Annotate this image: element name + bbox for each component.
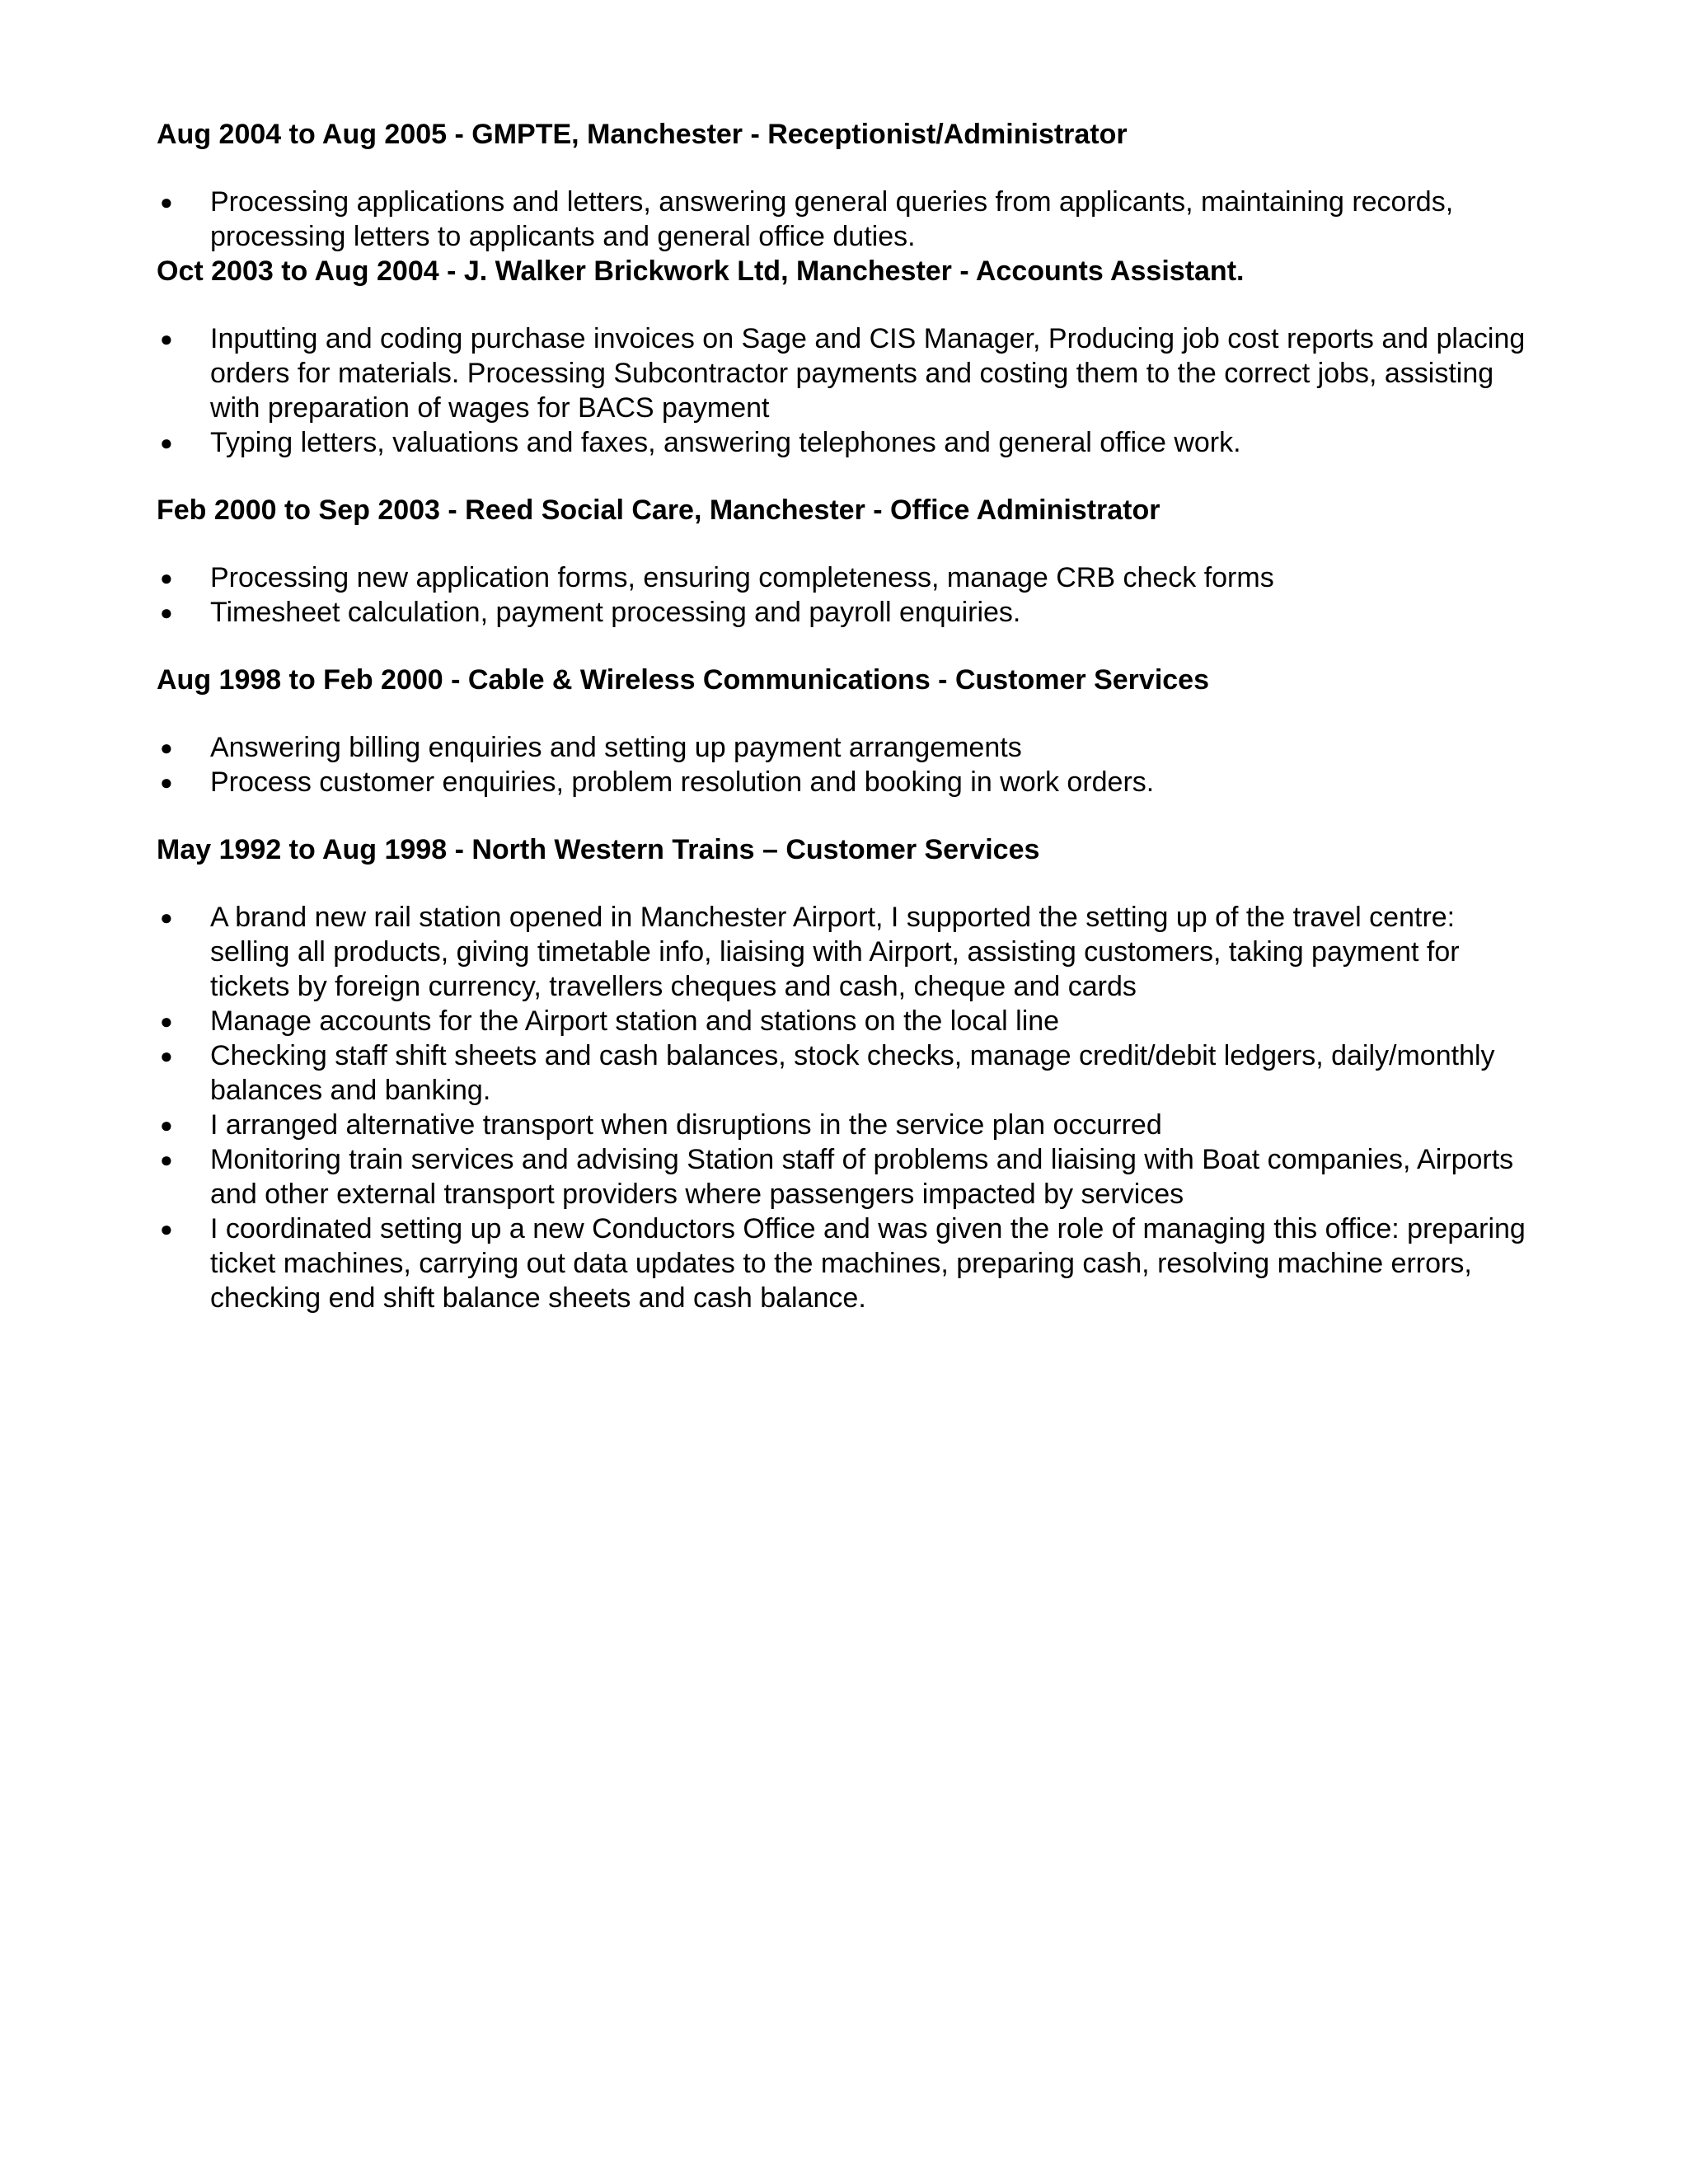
job-entry-reed-social-care	[157, 493, 1541, 630]
list-item	[157, 765, 1541, 799]
bullet-icon: ●	[160, 190, 173, 214]
duty-text: I arranged alternative transport when disruptions in the service plan occurred	[210, 1109, 1162, 1141]
bullet-icon: ●	[160, 1043, 173, 1068]
bullet-icon: ●	[160, 905, 173, 930]
duty-text: I coordinated setting up a new Conductors Office and was given the role of managing this office: preparing ticket machines, carrying out data updates to the machines, preparing cash, resolving machine errors, checking end shift balance sheets and cash balance.	[210, 1213, 1526, 1314]
list-item	[157, 1038, 1541, 1108]
list-item	[157, 425, 1541, 460]
job-duties-list	[157, 900, 1541, 1315]
job-heading: Oct 2003 to Aug 2004 - J. Walker Brickwork Ltd, Manchester - Accounts Assistant.	[157, 255, 1245, 287]
bullet-icon: ●	[160, 735, 173, 760]
list-item	[157, 321, 1541, 425]
list-item	[157, 185, 1541, 254]
duty-text: Checking staff shift sheets and cash balances, stock checks, manage credit/debit ledgers, daily/monthly balances and banking.	[210, 1040, 1495, 1106]
bullet-icon: ●	[160, 1216, 173, 1241]
duty-text: Manage accounts for the Airport station and stations on the local line	[210, 1005, 1060, 1037]
bullet-icon: ●	[160, 430, 173, 455]
list-item	[157, 1108, 1541, 1142]
job-duties-list	[157, 185, 1541, 254]
list-item	[157, 560, 1541, 595]
list-item	[157, 595, 1541, 630]
job-duties-list	[157, 730, 1541, 799]
job-entry-walker-brickwork	[157, 254, 1541, 460]
bullet-icon: ●	[160, 1009, 173, 1033]
job-entry-gmpte	[157, 117, 1541, 254]
duty-text: Answering billing enquiries and setting up payment arrangements	[210, 732, 1022, 763]
bullet-icon: ●	[160, 1113, 173, 1137]
list-item	[157, 1142, 1541, 1212]
list-item	[157, 1004, 1541, 1038]
list-item	[157, 900, 1541, 1004]
job-entry-north-western-trains	[157, 832, 1541, 1315]
bullet-icon: ●	[160, 1147, 173, 1172]
job-heading: Aug 2004 to Aug 2005 - GMPTE, Manchester - Receptionist/Administrator	[157, 119, 1128, 150]
duty-text: Processing new application forms, ensuring completeness, manage CRB check forms	[210, 562, 1274, 593]
bullet-icon: ●	[160, 770, 173, 794]
duty-text: Typing letters, valuations and faxes, answering telephones and general office work.	[210, 427, 1241, 458]
bullet-icon: ●	[160, 600, 173, 625]
bullet-icon: ●	[160, 326, 173, 351]
list-item	[157, 1212, 1541, 1315]
duty-text: Process customer enquiries, problem resolution and booking in work orders.	[210, 766, 1155, 798]
duty-text: Inputting and coding purchase invoices on Sage and CIS Manager, Producing job cost reports and placing orders for materials. Processing Subcontractor payments and costing them to the correct jobs, assisting with preparation of wages for BACS payment	[210, 323, 1526, 424]
job-duties-list	[157, 321, 1541, 460]
list-item	[157, 730, 1541, 765]
duty-text: Processing applications and letters, answering general queries from applicants, maintaining records, processing letters to applicants and general office duties.	[210, 186, 1454, 252]
duty-text: A brand new rail station opened in Manchester Airport, I supported the setting up of the travel centre: selling all products, giving timetable info, liaising with Airport, assisting customers, taking payment for tickets by foreign currency, travellers cheques and cash, cheque and cards	[210, 902, 1460, 1002]
job-duties-list	[157, 560, 1541, 630]
job-entry-cable-wireless	[157, 663, 1541, 799]
duty-text: Monitoring train services and advising Station staff of problems and liaising with Boat companies, Airports and other external transport providers where passengers impacted by services	[210, 1144, 1514, 1210]
job-heading: Feb 2000 to Sep 2003 - Reed Social Care, Manchester - Office Administrator	[157, 494, 1160, 526]
job-heading: Aug 1998 to Feb 2000 - Cable & Wireless Communications - Customer Services	[157, 664, 1209, 696]
bullet-icon: ●	[160, 565, 173, 590]
job-heading: May 1992 to Aug 1998 - North Western Trains – Customer Services	[157, 834, 1040, 865]
duty-text: Timesheet calculation, payment processing and payroll enquiries.	[210, 597, 1021, 628]
employment-history	[157, 117, 1541, 1315]
